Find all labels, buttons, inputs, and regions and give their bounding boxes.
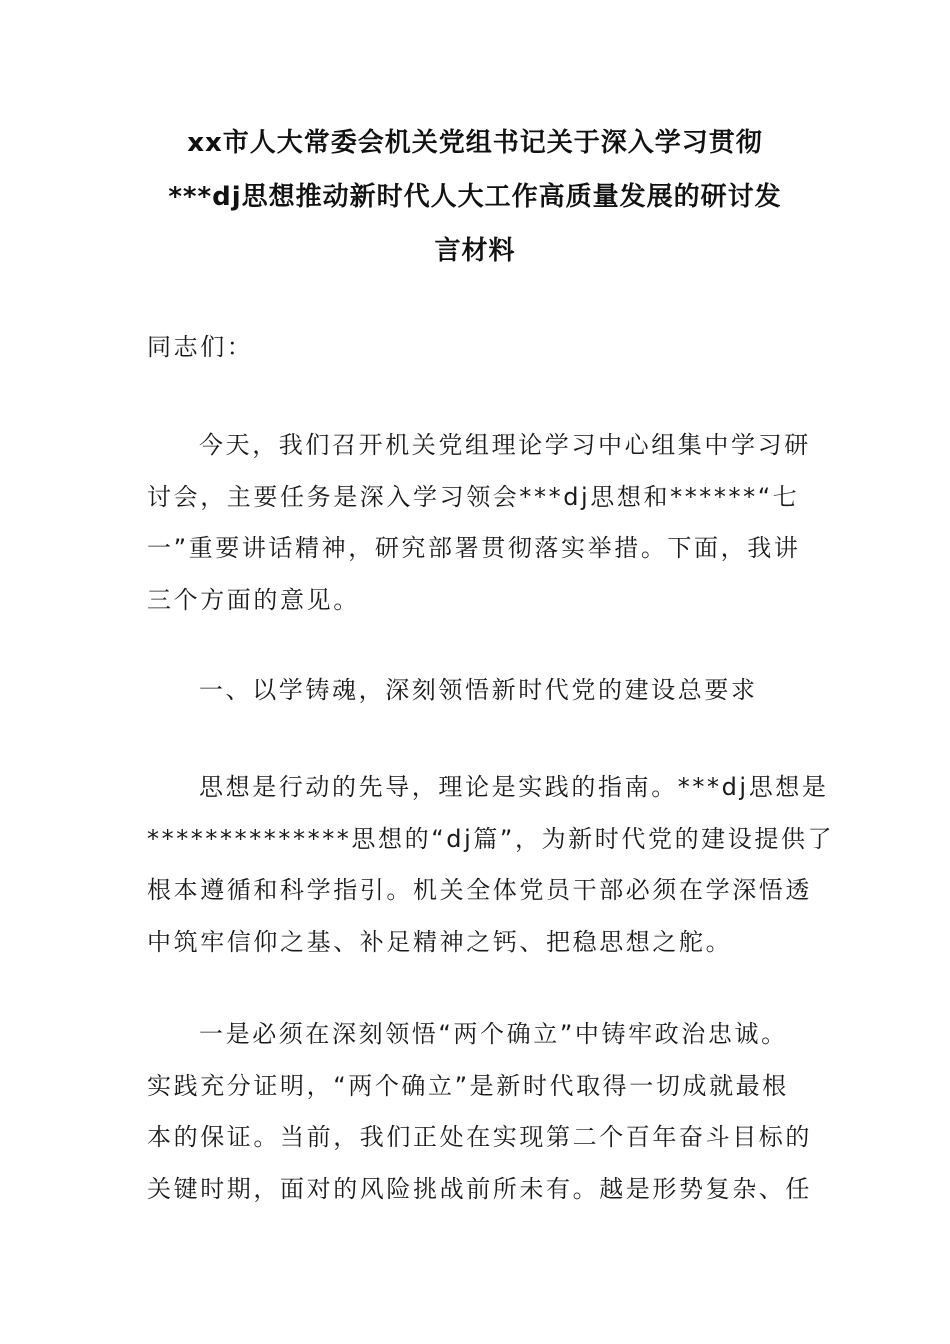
section-heading-text: 一、以学铸魂，深刻领悟新时代党的建设总要求 <box>199 676 758 704</box>
title-line: 言材料 <box>434 236 516 266</box>
paragraph-line: **************思想的“dj篇”，为新时代党的建设提供了 <box>147 824 835 853</box>
paragraph-intro <box>147 420 811 626</box>
salutation-text: 同志们： <box>147 333 254 361</box>
paragraph-line: 实践充分证明，“两个确立”是新时代取得一切成就最根 <box>147 1071 789 1100</box>
paragraph-line: 本的保证。当前，我们正处在实现第二个百年奋斗目标的 <box>147 1123 812 1151</box>
title-line: xx市人大常委会机关党组书记关于深入学习贯彻 <box>187 128 763 158</box>
paragraph-line: 关键时期，面对的风险挑战前所未有。越是形势复杂、任 <box>147 1174 812 1203</box>
paragraph-line: 思想是行动的先导，理论是实践的指南。***dj思想是 <box>199 773 829 801</box>
paragraph-loyalty <box>147 1009 812 1215</box>
paragraph-line: 一”重要讲话精神，研究部署贯彻落实举措。下面，我讲 <box>147 534 801 562</box>
paragraph-line: 一是必须在深刻领悟“两个确立”中铸牢政治忠诚。 <box>199 1020 788 1048</box>
paragraph-line: 根本遵循和科学指引。机关全体党员干部必须在学深悟透 <box>147 876 812 904</box>
paragraph-line: 中筑牢信仰之基、补足精神之钙、把稳思想之舵。 <box>147 927 733 956</box>
paragraph-line: 三个方面的意见。 <box>147 585 360 614</box>
paragraph-theory <box>147 762 835 968</box>
paragraph-line: 今天，我们召开机关党组理论学习中心组集中学习研 <box>199 431 811 459</box>
title-line: ***dj思想推动新时代人大工作高质量发展的研讨发 <box>168 182 782 212</box>
document-title <box>140 116 810 278</box>
salutation <box>147 322 807 374</box>
section-heading <box>147 665 807 717</box>
paragraph-line: 讨会，主要任务是深入学习领会***dj思想和******“七 <box>147 482 800 511</box>
